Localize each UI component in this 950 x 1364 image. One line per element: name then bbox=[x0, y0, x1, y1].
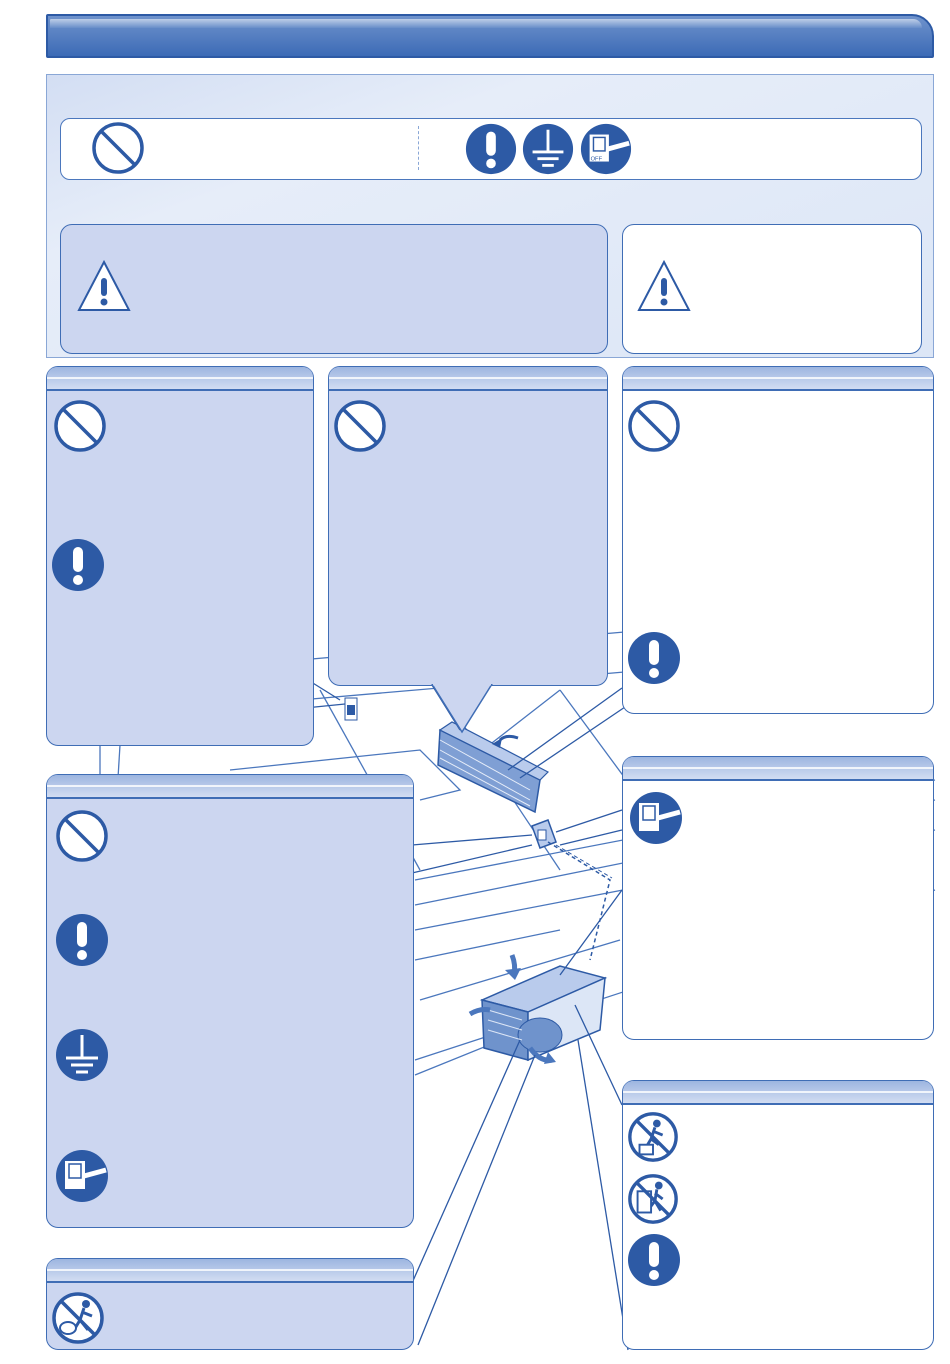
panel-header bbox=[329, 367, 607, 391]
power-switch-off-icon bbox=[628, 790, 684, 846]
panel-header bbox=[47, 775, 413, 799]
wall-outlet bbox=[345, 698, 357, 720]
outdoor-unit bbox=[482, 966, 605, 1060]
prohibit-icon bbox=[332, 398, 388, 454]
panel-header bbox=[623, 757, 933, 781]
prohibit-icon bbox=[626, 398, 682, 454]
callout-pointer bbox=[430, 684, 494, 734]
switch-off-text: OFF bbox=[590, 156, 603, 163]
exclamation-icon bbox=[626, 630, 682, 686]
prohibit-icon bbox=[54, 808, 110, 864]
power-switch-off-icon bbox=[54, 1148, 110, 1204]
no-climb-icon bbox=[626, 1172, 680, 1226]
ground-icon bbox=[54, 1027, 110, 1083]
exclamation-icon bbox=[54, 912, 110, 968]
panel-header bbox=[47, 1259, 413, 1283]
exclamation-icon bbox=[626, 1232, 682, 1288]
panel-header bbox=[47, 367, 313, 391]
switch-box bbox=[532, 820, 556, 848]
prohibit-icon bbox=[52, 398, 108, 454]
indoor-unit bbox=[438, 722, 548, 812]
no-step-icon bbox=[626, 1110, 680, 1164]
panel-header bbox=[623, 367, 933, 391]
exclamation-icon bbox=[50, 537, 106, 593]
no-step-outdoor-icon bbox=[50, 1290, 106, 1346]
panel-header bbox=[623, 1081, 933, 1105]
